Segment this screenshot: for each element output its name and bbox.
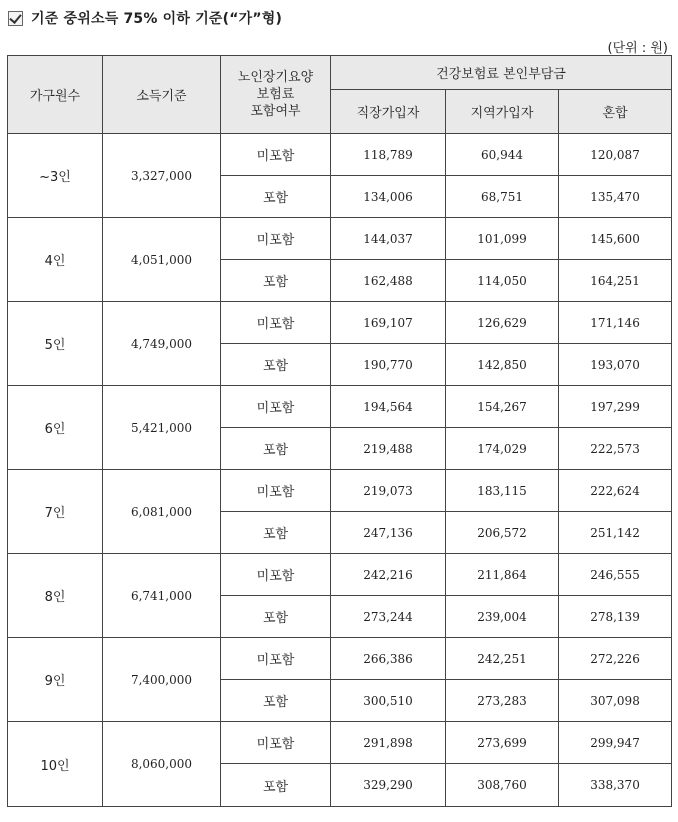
employee-cell: 190,770 (331, 344, 446, 386)
ltc-flag-cell: 포함 (221, 428, 331, 470)
regional-cell: 174,029 (446, 428, 559, 470)
table-row (8, 302, 672, 344)
mixed-cell: 307,098 (559, 680, 672, 722)
ltc-flag-cell: 미포함 (221, 218, 331, 260)
table-row (8, 218, 672, 260)
header-ltc-line2: 보험료 (256, 87, 295, 102)
employee-cell: 118,789 (331, 134, 446, 176)
household-cell: 5인 (8, 302, 103, 386)
regional-cell: 273,699 (446, 722, 559, 764)
table-row (8, 134, 672, 176)
household-cell: ~3인 (8, 134, 103, 218)
regional-cell: 114,050 (446, 260, 559, 302)
header-ltc-line1: 노인장기요양 (237, 70, 314, 85)
income-cell: 4,051,000 (103, 218, 221, 302)
household-cell: 7인 (8, 470, 103, 554)
ltc-flag-cell: 포함 (221, 680, 331, 722)
mixed-cell: 171,146 (559, 302, 672, 344)
income-premium-table (7, 55, 672, 807)
regional-cell: 68,751 (446, 176, 559, 218)
employee-cell: 169,107 (331, 302, 446, 344)
table-row (8, 554, 672, 596)
ltc-flag-cell: 포함 (221, 344, 331, 386)
header-ltc-line3: 포함여부 (250, 104, 301, 119)
income-cell: 3,327,000 (103, 134, 221, 218)
mixed-cell: 164,251 (559, 260, 672, 302)
mixed-cell: 272,226 (559, 638, 672, 680)
ltc-flag-cell: 미포함 (221, 638, 331, 680)
regional-cell: 126,629 (446, 302, 559, 344)
mixed-cell: 251,142 (559, 512, 672, 554)
section-title (8, 7, 282, 29)
regional-cell: 242,251 (446, 638, 559, 680)
household-cell: 9인 (8, 638, 103, 722)
ltc-flag-cell: 포함 (221, 176, 331, 218)
header-premium-group: 건강보험료 본인부담금 (331, 56, 672, 90)
employee-cell: 144,037 (331, 218, 446, 260)
regional-cell: 60,944 (446, 134, 559, 176)
household-cell: 4인 (8, 218, 103, 302)
income-cell: 6,081,000 (103, 470, 221, 554)
regional-cell: 206,572 (446, 512, 559, 554)
table-row (8, 470, 672, 512)
table-row (8, 386, 672, 428)
employee-cell: 291,898 (331, 722, 446, 764)
table-row (8, 638, 672, 680)
unit-note: (단위 : 원) (607, 41, 668, 56)
employee-cell: 266,386 (331, 638, 446, 680)
checkbox-icon (8, 11, 23, 26)
employee-cell: 247,136 (331, 512, 446, 554)
employee-cell: 134,006 (331, 176, 446, 218)
mixed-cell: 197,299 (559, 386, 672, 428)
mixed-cell: 222,624 (559, 470, 672, 512)
income-cell: 6,741,000 (103, 554, 221, 638)
ltc-flag-cell: 포함 (221, 260, 331, 302)
employee-cell: 219,073 (331, 470, 446, 512)
mixed-cell: 120,087 (559, 134, 672, 176)
income-cell: 8,060,000 (103, 722, 221, 807)
table-row (8, 722, 672, 764)
header-employee: 직장가입자 (331, 90, 446, 134)
household-cell: 6인 (8, 386, 103, 470)
mixed-cell: 246,555 (559, 554, 672, 596)
regional-cell: 273,283 (446, 680, 559, 722)
header-household: 가구원수 (8, 56, 103, 134)
ltc-flag-cell: 미포함 (221, 134, 331, 176)
income-cell: 4,749,000 (103, 302, 221, 386)
header-mixed: 혼합 (559, 90, 672, 134)
regional-cell: 101,099 (446, 218, 559, 260)
regional-cell: 183,115 (446, 470, 559, 512)
employee-cell: 329,290 (331, 764, 446, 807)
ltc-flag-cell: 미포함 (221, 470, 331, 512)
ltc-flag-cell: 미포함 (221, 722, 331, 764)
employee-cell: 194,564 (331, 386, 446, 428)
ltc-flag-cell: 포함 (221, 596, 331, 638)
ltc-flag-cell: 미포함 (221, 386, 331, 428)
mixed-cell: 338,370 (559, 764, 672, 807)
employee-cell: 300,510 (331, 680, 446, 722)
regional-cell: 211,864 (446, 554, 559, 596)
ltc-flag-cell: 포함 (221, 764, 331, 807)
header-income: 소득기준 (103, 56, 221, 134)
ltc-flag-cell: 미포함 (221, 302, 331, 344)
income-cell: 7,400,000 (103, 638, 221, 722)
employee-cell: 273,244 (331, 596, 446, 638)
employee-cell: 242,216 (331, 554, 446, 596)
mixed-cell: 299,947 (559, 722, 672, 764)
regional-cell: 142,850 (446, 344, 559, 386)
ltc-flag-cell: 포함 (221, 512, 331, 554)
regional-cell: 308,760 (446, 764, 559, 807)
household-cell: 8인 (8, 554, 103, 638)
title-text: 기준 중위소득 75% 이하 기준(“가”형) (31, 11, 283, 27)
mixed-cell: 222,573 (559, 428, 672, 470)
income-cell: 5,421,000 (103, 386, 221, 470)
household-cell: 10인 (8, 722, 103, 807)
mixed-cell: 278,139 (559, 596, 672, 638)
regional-cell: 239,004 (446, 596, 559, 638)
regional-cell: 154,267 (446, 386, 559, 428)
header-regional: 지역가입자 (446, 90, 559, 134)
employee-cell: 162,488 (331, 260, 446, 302)
mixed-cell: 145,600 (559, 218, 672, 260)
employee-cell: 219,488 (331, 428, 446, 470)
mixed-cell: 193,070 (559, 344, 672, 386)
header-ltc (221, 56, 331, 134)
mixed-cell: 135,470 (559, 176, 672, 218)
ltc-flag-cell: 미포함 (221, 554, 331, 596)
